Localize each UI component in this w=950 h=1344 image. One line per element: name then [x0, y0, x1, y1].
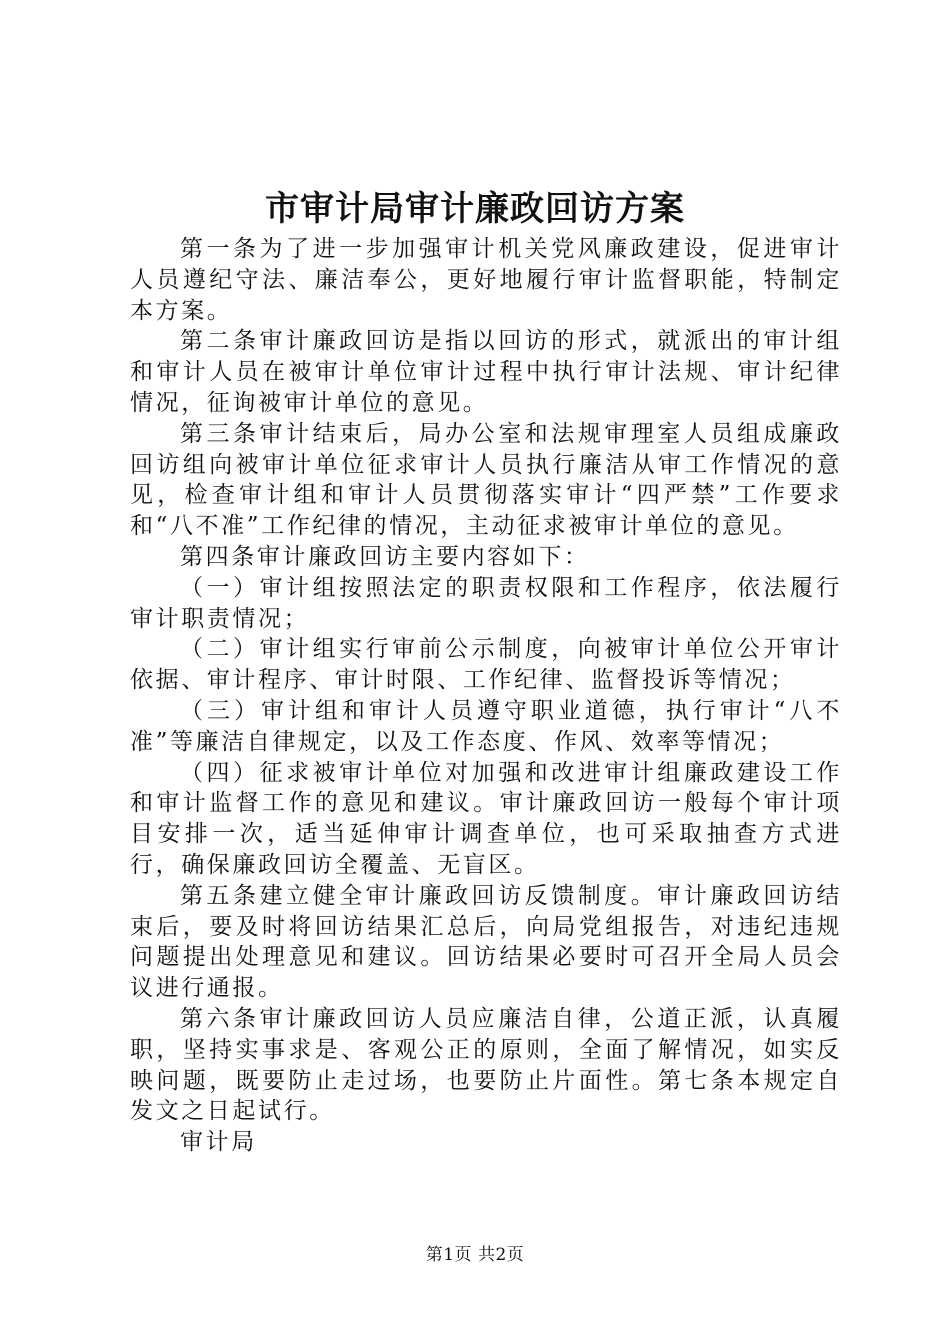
signature-line: 审计局 [180, 1129, 257, 1156]
page-number-footer: 第1页 共2页 [425, 1245, 525, 1265]
paragraph-article-4: 第四条审计廉政回访主要内容如下： [180, 543, 590, 570]
list-item-1: （一）审计组按照法定的职责权限和工作程序，依法履行审计职责情况； [130, 574, 842, 632]
paragraph-article-6: 第六条审计廉政回访人员应廉洁自律，公道正派，认真履职，坚持实事求是、客观公正的原则，全面了解情况，如实反映问题，既要防止走过场，也要防止片面性。第七条本规定自发文之日起试行。 [130, 1005, 842, 1125]
list-item-3: （三）审计组和审计人员遵守职业道德，执行审计“八不准”等廉洁自律规定，以及工作态度、作风、效率等情况； [130, 697, 842, 755]
document-body [130, 234, 842, 1158]
list-item-4: （四）征求被审计单位对加强和改进审计组廉政建设工作和审计监督工作的意见和建议。审计廉政回访一般每个审计项目安排一次，适当延伸审计调查单位，也可采取抽查方式进行，确保廉政回访全覆盖、无盲区。 [130, 759, 842, 878]
paragraph-article-5: 第五条建立健全审计廉政回访反馈制度。审计廉政回访结束后，要及时将回访结果汇总后，向局党组报告，对违纪违规问题提出处理意见和建议。回访结果必要时可召开全局人员会议进行通报。 [130, 882, 842, 1002]
document-title: 市审计局审计廉政回访方案 [265, 189, 685, 229]
paragraph-article-1: 第一条为了进一步加强审计机关党风廉政建设，促进审计人员遵纪守法、廉洁奉公，更好地履行审计监督职能，特制定本方案。 [130, 236, 842, 324]
list-item-2: （二）审计组实行审前公示制度，向被审计单位公开审计依据、审计程序、审计时限、工作纪律、监督投诉等情况； [130, 636, 842, 694]
paragraph-article-2: 第二条审计廉政回访是指以回访的形式，就派出的审计组和审计人员在被审计单位审计过程中执行审计法规、审计纪律情况，征询被审计单位的意见。 [130, 328, 842, 416]
paragraph-article-3: 第三条审计结束后，局办公室和法规审理室人员组成廉政回访组向被审计单位征求审计人员执行廉洁从审工作情况的意见，检查审计组和审计人员贯彻落实审计“四严禁”工作要求和“八不准”工作纪律的情况，主动征求被审计单位的意见。 [130, 420, 842, 540]
